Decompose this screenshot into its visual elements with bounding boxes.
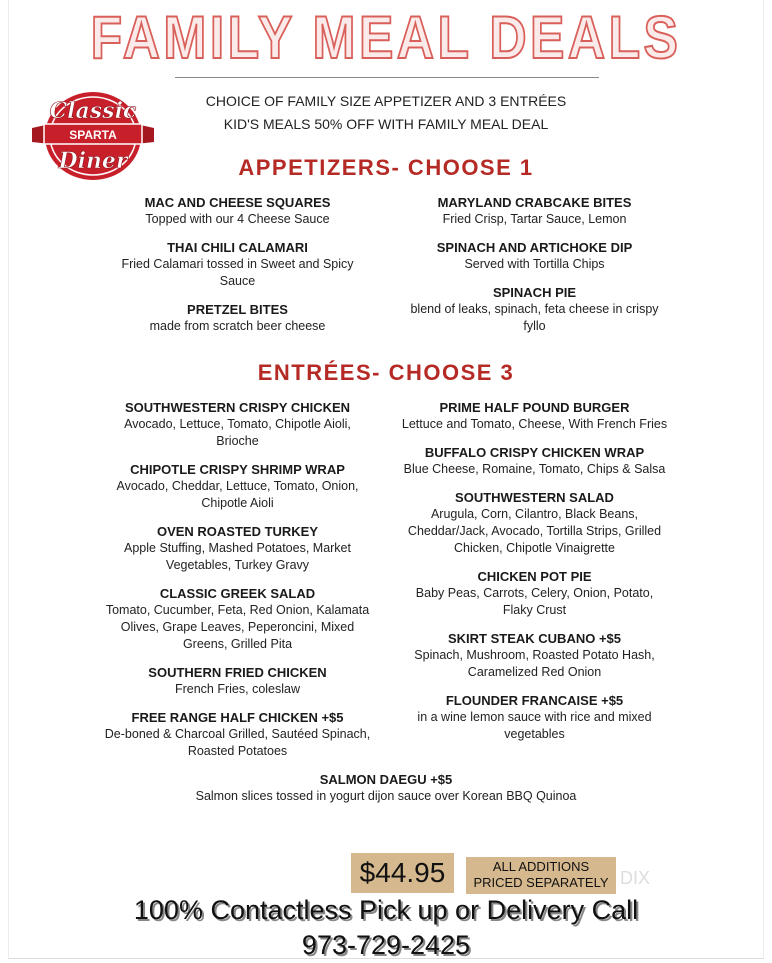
entrees-heading: ENTRÉES- CHOOSE 3 [257,360,515,385]
price-note [466,857,616,894]
menu-item-description: made from scratch beer cheese [149,319,326,333]
menu-item [400,692,670,743]
svg-text:Classic: Classic [49,98,137,124]
menu-item [400,399,670,433]
menu-item-name: MARYLAND CRABCAKE BITES [437,195,632,210]
menu-item-description: French Fries, coleslaw [174,682,301,696]
menu-item-description: Tomato, Cucumber, Feta, Red Onion, Kalamata Olives, Grape Leaves, Peperoncini, Mixed Greens, Grilled Pita [105,603,370,651]
menu-item-description: Fried Crisp, Tartar Sauce, Lemon [442,212,627,226]
menu-item-description: blend of leaks, spinach, feta cheese in crispy fyllo [410,302,659,333]
menu-item-name: PRETZEL BITES [187,302,288,317]
price-badge: $44.95 [351,853,454,893]
entrees-left-column [103,399,373,771]
menu-item [103,585,373,653]
menu-item-name: THAI CHILI CALAMARI [167,240,308,255]
contactless-call-text: 100% Contactless Pick up or Delivery Call [133,895,639,925]
menu-item [103,709,373,760]
menu-item [103,194,373,228]
menu-item-name: OVEN ROASTED TURKEY [156,524,319,539]
appetizers-heading: APPETIZERS- CHOOSE 1 [238,155,534,180]
menu-item-name: CHICKEN POT PIE [477,569,592,584]
menu-item [103,399,373,450]
menu-item-description: in a wine lemon sauce with rice and mixed vegetables [417,710,652,741]
subtitle-line: CHOICE OF FAMILY SIZE APPETIZER AND 3 ENTRÉES [205,93,567,109]
menu-body [0,155,772,816]
watermark: DIX [620,868,651,888]
menu-item-name: SOUTHWESTERN CRISPY CHICKEN [124,400,351,415]
svg-text:Diner: Diner [58,148,128,174]
menu-item [400,194,670,228]
menu-item-description: De-boned & Charcoal Grilled, Sautéed Spinach, Roasted Potatoes [104,727,371,758]
menu-item-description: Topped with our 4 Cheese Sauce [145,212,330,226]
menu-item-description: Baby Peas, Carrots, Celery, Onion, Potato, Flaky Crust [415,586,654,617]
appetizers-right-column [400,194,670,360]
menu-item [400,489,670,557]
menu-item-description: Fried Calamari tossed in Sweet and Spicy Sauce [121,257,354,288]
appetizers-left-column [103,194,373,360]
menu-item-description: Salmon slices tossed in yogurt dijon sauce over Korean BBQ Quinoa [195,789,577,803]
entrees-center [150,771,622,805]
menu-item-name: SKIRT STEAK CUBANO +$5 [448,631,621,646]
menu-item [103,664,373,698]
entrees-columns [0,399,772,771]
price-note-line: ALL ADDITIONS [492,859,590,874]
menu-item-name: SOUTHERN FRIED CHICKEN [148,665,327,680]
phone-number[interactable]: 973-729-2425 [301,930,471,960]
menu-item [103,239,373,290]
menu-item [103,461,373,512]
menu-item-description: Avocado, Cheddar, Lettuce, Tomato, Onion, Chipotle Aioli [116,479,359,510]
menu-item-description: Blue Cheese, Romaine, Tomato, Chips & Salsa [403,462,666,476]
price-note-line: PRICED SEPARATELY [473,875,609,890]
menu-item-name: CHIPOTLE CRISPY SHRIMP WRAP [130,462,345,477]
menu-item [103,523,373,574]
menu-item-description: Apple Stuffing, Mashed Potatoes, Market Vegetables, Turkey Gravy [124,541,351,572]
menu-item [400,568,670,619]
menu-item-description: Lettuce and Tomato, Cheese, With French Fries [401,417,668,431]
menu-item-name: MAC AND CHEESE SQUARES [144,195,331,210]
menu-item-name: FREE RANGE HALF CHICKEN +$5 [131,710,344,725]
subtitle-line: KID'S MEALS 50% OFF WITH FAMILY MEAL DEAL [223,116,549,132]
menu-item [150,771,622,805]
menu-item [400,239,670,273]
menu-item-name: SPINACH PIE [492,285,577,300]
menu-item-description: Avocado, Lettuce, Tomato, Chipotle Aioli, Brioche [124,417,351,448]
menu-item [103,301,373,335]
menu-item-name: CLASSIC GREEK SALAD [159,586,316,601]
menu-item-description: Spinach, Mushroom, Roasted Potato Hash, Caramelized Red Onion [414,648,655,679]
menu-item [400,444,670,478]
menu-item-name: SPINACH AND ARTICHOKE DIP [436,240,633,255]
menu-item [400,630,670,681]
divider [175,77,599,78]
menu-item-name: PRIME HALF POUND BURGER [439,400,630,415]
menu-item-description: Arugula, Corn, Cilantro, Black Beans, Cheddar/Jack, Avocado, Tortilla Strips, Grilled Chicken, Chipotle Vinaigrette [407,507,662,555]
menu-item-name: BUFFALO CRISPY CHICKEN WRAP [424,445,645,460]
page-title: FAMILY MEAL DEALS [90,4,682,71]
svg-text:SPARTA: SPARTA [69,128,117,142]
menu-item-name: SOUTHWESTERN SALAD [455,490,614,505]
menu-item-name: FLOUNDER FRANCAISE +$5 [445,693,624,708]
appetizers-columns [0,194,772,360]
menu-item-name: SALMON DAEGU +$5 [319,772,453,787]
menu-item [400,284,670,335]
entrees-right-column [400,399,670,771]
menu-item-description: Served with Tortilla Chips [464,257,605,271]
